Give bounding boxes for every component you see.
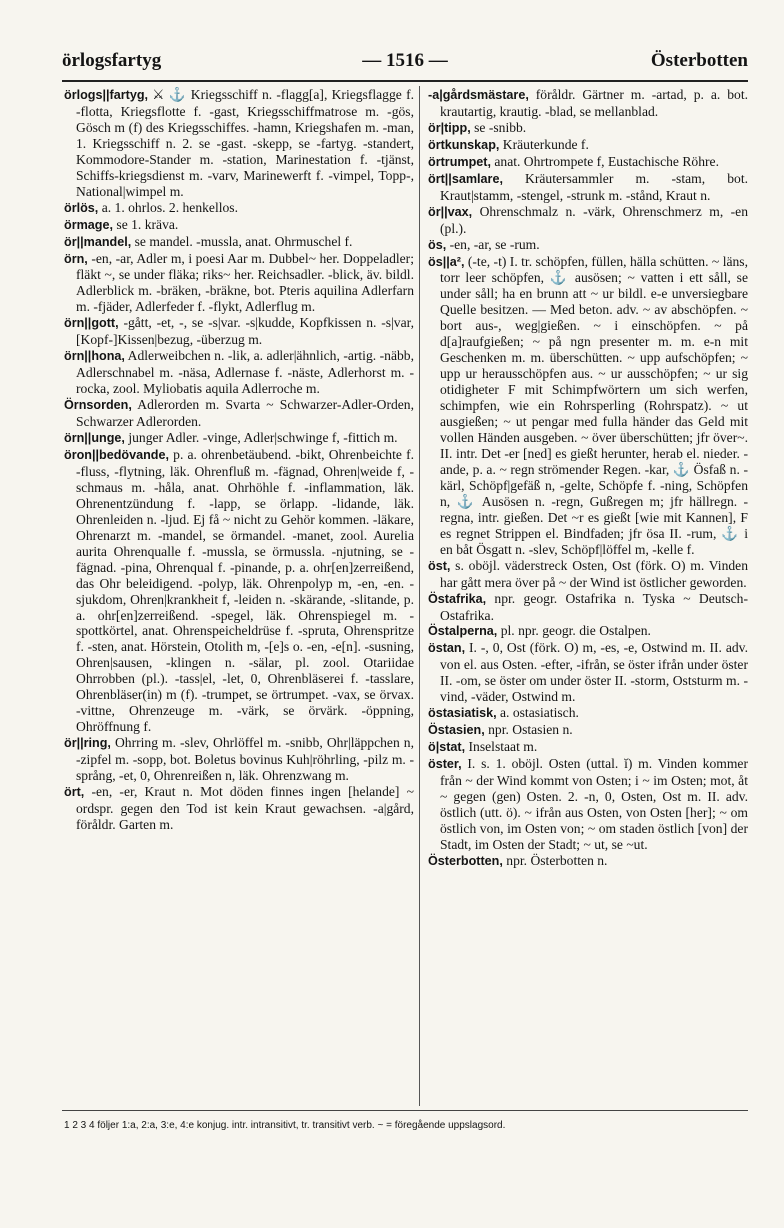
dictionary-entry [428, 120, 748, 137]
entry-definition: I. -, 0, Ost (förk. O) m, -es, -e, Ostwind m. II. adv. von el. aus Osten. -efter, -ifrån, se öster ifrån under öster II. -om, se öster om under öster II. -storm, Oststurm m. -vind, -väder, Ostwind m. [440, 640, 748, 705]
dictionary-entry [428, 254, 748, 558]
entry-definition: Ohrring m. -slev, Ohrlöffel m. -snibb, Ohr|läppchen n, -zipfel m. -sopp, bot. Boletus bovinus Kuh|röhrling, -pilz m. -språng, -et, 0, Ohrenreißen n, läk. Ohrenzwang m. [76, 735, 414, 784]
entry-headword: östasiatisk, [428, 706, 497, 721]
entry-definition: npr. Ostasien n. [484, 722, 573, 738]
dictionary-entry [428, 204, 748, 237]
entry-headword: örlogs||fartyg, [64, 88, 149, 102]
dictionary-entry [428, 137, 748, 154]
entry-headword: örtrumpet, [428, 154, 491, 169]
entry-definition: p. a. ohrenbetäubend. -bikt, Ohrenbeichte f. -fluss, -flytning, läk. Ohrenfluß m. -fägnad, Ohren|weide f, -schmaus m. -håla, anat. Ohrhöhle f. -inflammation, läk. Ohrenentzündung f. -lapp, se örlapp. -lidande, läk. Ohrenleiden n. -ljud. Ej få ~ nicht zu Gehör kommen. -läkare, Ohrenarzt m. -mandel, se örmandel. -manet, zool. Aurelia aurita Ohrenqualle f. -mussla, se örmussla. -njutning, se -fägnad. -pina, Ohrenqual f. -pinande, p. a. ohr[en]zerreißend, das Ohr beleidigend. -polyp, läk. Ohrenpolyp m, -en, -en. -sjukdom, Ohren|krankheit f, -leiden n. -skärande, -slitande, p. a. ohr[en]zerreißend. -spegel, läk. Ohrenspiegel m. -spottkörtel, anat. Ohrenspeicheldrüse f. -spruta, Ohrenspritze f. -sten, anat. Hörstein, Otolith m, -[e]s o. -en, -e[n]. -susning, Ohren|sausen, -klingen n. -sälar, pl. zool. Otariidae Ohrrobben (pl.). -tass|el, -let, 0, Ohrenbläserei f. -tasslare, Ohrenbläser(in) m (f). -trumpet, se örtrumpet. -vax, se örvax. -vittne, Ohrenzeuge m. -värk, se örvärk. -öppning, Ohröffnung f. [76, 446, 414, 735]
entry-headword: ö|stat, [428, 740, 466, 755]
dictionary-entry [428, 154, 748, 171]
entry-definition: pl. npr. geogr. die Ostalpen. [497, 623, 651, 639]
entry-definition: junger Adler. -vinge, Adler|schwinge f, -fittich m. [124, 430, 398, 446]
entry-headword: örn||gott, [64, 316, 119, 331]
entry-definition: -en, -ar, se -rum. [446, 236, 540, 252]
entry-headword: öster, [428, 757, 462, 772]
entry-headword: ör||ring, [64, 736, 111, 751]
dictionary-entry [64, 234, 414, 251]
column-separator [419, 86, 420, 1106]
entry-definition: -en, -ar, Adler m, i poesi Aar m. Dubbel~ her. Doppeladler; fläkt ~, se under fläka; riks~ her. Reichsadler. -blick, äv. bildl. Adlerblick m. -bräken, -bräkne, bot. Pteris aquilina Adlerfarn m. -fjäder, Adlerfeder f. -flykt, Adlerflug m. [76, 250, 414, 315]
entry-definition: -gått, -et, -, se -s|var. -s|kudde, Kopfkissen n. -s|var, [Kopf-]Kissen|bezug, -überzug m. [76, 315, 414, 348]
dictionary-entry [428, 237, 748, 254]
entry-definition: I. s. 1. oböjl. Osten (uttal. ĭ) m. Vinden kommer från ~ der Wind kommt von Osten; i ~ im Osten; mot, åt ~ gegen (gen) Osten. 2. -n, 0, Osten, Ost m. II. adv. östlich (utt. ö). ~ ifrån aus Osten, von Osten [her]; ~ om östlich von, im Osten von; ~ om staden östlich [von] der Stadt, im Osten der Stadt; ~ ut, se ~ut. [440, 756, 748, 852]
right-column [428, 87, 748, 1107]
entry-definition: a. ostasiatisch. [496, 705, 579, 721]
entry-headword: ört, [64, 784, 85, 799]
header-rule [62, 80, 748, 82]
dictionary-entry [64, 447, 414, 735]
entry-definition: a. 1. ohrlos. 2. henkellos. [98, 199, 238, 215]
entry-headword: örtkunskap, [428, 137, 500, 152]
entry-definition: se mandel. -mussla, anat. Ohrmuschel f. [131, 233, 353, 249]
entry-definition: s. oböjl. väderstreck Osten, Ost (förk. O) m. Vinden har gått mera över på ~ der Wind ist östlicher geworden. [440, 557, 748, 590]
entry-definition: -en, -er, Kraut n. Mot döden finnes ingen [helande] ~ ordspr. gegen den Tod ist kein Kraut gewachsen. -a|gård, föråldr. Garten m. [76, 783, 414, 832]
entry-headword: ös, [428, 237, 447, 252]
entry-headword: örn, [64, 251, 88, 266]
footnote: 1 2 3 4 följer 1:a, 2:a, 3:e, 4:e konjug. intr. intransitivt, tr. transitivt verb. ~ = föregående uppslagsord. [64, 1120, 506, 1131]
page-number: — 1516 — [362, 50, 448, 71]
dictionary-entry [64, 200, 414, 217]
entry-definition: Kräuterkunde f. [499, 136, 589, 152]
entry-headword: ör||mandel, [64, 234, 132, 249]
entry-definition: ⚔ ⚓ Kriegsschiff n. -flagg[a], Kriegsflagge f. -flotta, Kriegsflotte f. -gast, Kriegsschiffmatrose m. -gös, Gösch m (f) des Kriegsschiffes. -hamn, Kriegshafen m. -man, 1. Kriegsschiff n. 2. se -gast. -skepp, se -fartyg. -standert, Kommodore-Stander m. -station, Marinestation f. -tjänst, Schiffs-kriegsdienst m. -varv, Marinewerft f. -vimpel, Topp-, National|wimpel m. [76, 87, 414, 199]
entry-definition: se 1. kräva. [113, 216, 179, 232]
dictionary-entry [428, 558, 748, 591]
entry-headword: örn||hona, [64, 349, 125, 364]
dictionary-entry [64, 87, 414, 200]
dictionary-entry [64, 217, 414, 234]
dictionary-entry [428, 739, 748, 756]
dictionary-entry [64, 251, 414, 316]
dictionary-entry [64, 315, 414, 348]
dictionary-entry [428, 853, 748, 870]
dictionary-entry [64, 430, 414, 447]
entry-headword: ör||vax, [428, 204, 473, 219]
entry-definition: Kräutersammler m. -stam, bot. Kraut|stamm, -stengel, -strunk m. -stånd, Kraut n. [440, 170, 748, 203]
entry-definition: npr. geogr. Ostafrika n. Tyska ~ Deutsch-Ostafrika. [440, 590, 748, 623]
dictionary-entry [64, 784, 414, 833]
entry-definition: anat. Ohrtrompete f, Eustachische Röhre. [490, 153, 719, 169]
dictionary-entry [428, 705, 748, 722]
entry-headword: ört||samlare, [428, 171, 503, 186]
left-column [64, 87, 414, 1107]
dictionary-entry [64, 735, 414, 784]
entry-definition: Adlerorden m. Svarta ~ Schwarzer-Adler-Orden, Schwarzer Adlerorden. [76, 397, 414, 430]
entry-headword: Örnsorden, [64, 398, 132, 413]
entry-headword: Östasien, [428, 723, 485, 738]
entry-headword: öron||bedövande, [64, 447, 170, 462]
dictionary-entry [428, 87, 748, 120]
dictionary-entry [428, 591, 748, 624]
entry-definition: se -snibb. [470, 119, 527, 135]
entry-definition: föråldr. Gärtner m. -artad, p. a. bot. krautartig, krautig. -blad, se mellanblad. [440, 87, 748, 119]
dictionary-entry [428, 623, 748, 640]
entry-headword: Östafrika, [428, 591, 487, 606]
header-last-word: Österbotten [650, 50, 748, 71]
entry-headword: östan, [428, 641, 466, 656]
entry-headword: Östalperna, [428, 624, 498, 639]
dictionary-entry [64, 348, 414, 397]
dictionary-entry [428, 756, 748, 853]
dictionary-entry [428, 722, 748, 739]
entry-definition: (-te, -t) I. tr. schöpfen, füllen, hälla schütten. ~ läns, torr leer schöpfen, ⚓ ausösen; ~ vatten i ett såll, se under såll; ha en brunn att ~ ur bildl. e-e unversiegbare Quelle besitzen. — Med beton. adv. ~ av abschöpfen. ~ bort aus-, weg|gießen. ~ i einschöpfen. ~ på d[a]raufgießen; ~ på ngn presenter m. m. e-n mit Geschenken m. m. überschütten. ~ upp aufschöpfen; ~ upp ur herausschöpfen aus. ~ ur ausschöpfen; ~ ur sig otidigheter F mit Schimpfwörtern um sich werfen, schimpfen, wie ein Rohrsperling (Rohrspatz). ~ ut ausgießen; ~ ut pengar med fulla händer das Geld mit vollen Händen ausgeben. ~ över überschütten; jfr över~. II. intr. Det -er [ned] es gießt herunter, herab el. nieder. -ande, p. a. ~ regn strömender Regen. -kar, ⚓ Ösfaß n. -kärl, Schöpf|gefäß n, -gelte, Schöpfe f. -ning, Schöpfen n, ⚓ Ausösen n. -regn, Gußregen m; jfr hällregn. -regna, intr. gießen. Det ~r es gießt [wie mit Kannen], F es regnet Strippen el. Bindfaden; jfr ösa II. -rum, ⚓ i en båt Ösgatt n. -slev, Schöpf|löffel m, -kelle f. [440, 253, 748, 557]
entry-definition: Adlerweibchen n. -lik, a. adler|ähnlich, -artig. -näbb, Adlerschnabel m. -näsa, Adlernase f. -näste, Adlerhorst m. -rocka, zool. Myliobatis aquila Adlerroche m. [76, 348, 414, 397]
entry-definition: Ohrenschmalz n. -värk, Ohrenschmerz m, -en (pl.). [440, 203, 748, 236]
entry-headword: ör|tipp, [428, 120, 471, 135]
entry-headword: örlös, [64, 200, 99, 215]
running-header [62, 50, 748, 80]
footnote-rule [62, 1110, 748, 1111]
entry-definition: Inselstaat m. [465, 739, 538, 755]
dictionary-entry [64, 397, 414, 430]
entry-headword: örmage, [64, 217, 113, 232]
entry-headword: Österbotten, [428, 853, 503, 868]
entry-headword: öst, [428, 558, 451, 573]
header-first-word: örlogsfartyg [62, 50, 162, 71]
entry-headword: -a|gårdsmästare, [428, 88, 529, 102]
entry-definition: npr. Österbotten n. [502, 852, 608, 868]
entry-headword: örn||unge, [64, 431, 125, 446]
dictionary-entry [428, 171, 748, 204]
entry-headword: ös||a², [428, 254, 465, 269]
dictionary-entry [428, 640, 748, 705]
